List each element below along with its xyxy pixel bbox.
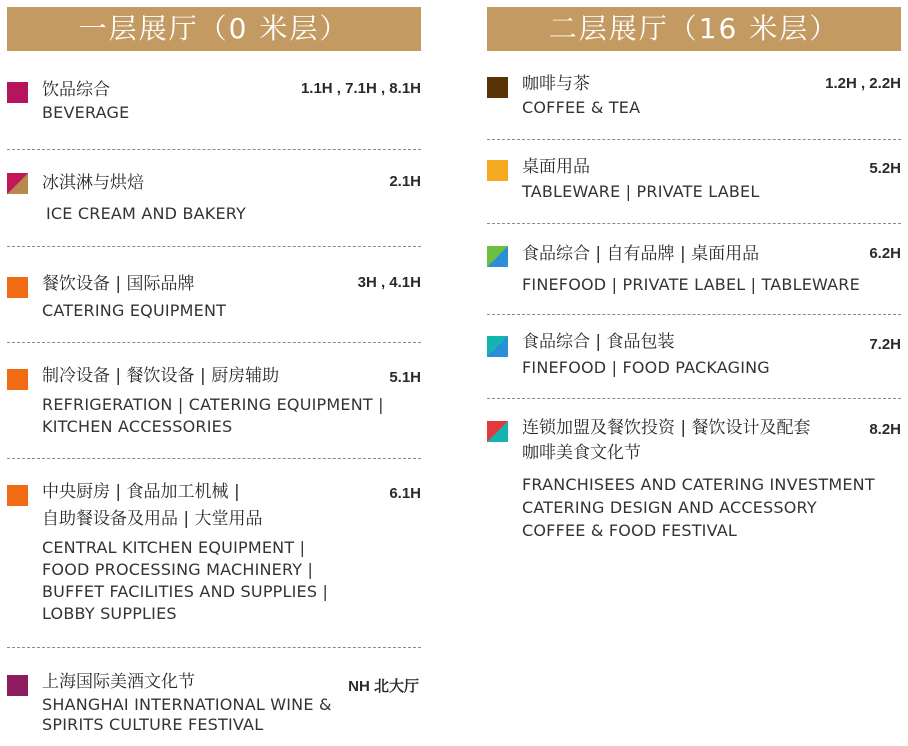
floor1-header: 一层展厅（0 米层） (7, 7, 421, 51)
category-cn: 食品综合 | 自有品牌 | 桌面用品 (522, 244, 760, 264)
category-en-line1: REFRIGERATION | CATERING EQUIPMENT | (42, 395, 384, 414)
hall-number: 3H , 4.1H (357, 274, 421, 291)
category-en: CATERING EQUIPMENT (42, 301, 227, 320)
category-en-line2: KITCHEN ACCESSORIES (42, 417, 233, 436)
category-cn-line1: 连锁加盟及餐饮投资 | 餐饮设计及配套 (522, 418, 811, 438)
category-cn: 桌面用品 (522, 157, 590, 177)
category-en-line2: CATERING DESIGN AND ACCESSORY (522, 498, 817, 517)
color-swatch (7, 675, 28, 696)
category-cn: 餐饮设备 | 国际品牌 (42, 274, 195, 294)
color-swatch (7, 82, 28, 103)
divider (7, 342, 421, 343)
hall-number: 6.2H (869, 245, 901, 262)
category-en: COFFEE & TEA (522, 98, 641, 117)
divider (7, 246, 421, 247)
divider (487, 398, 901, 399)
color-swatch (487, 160, 508, 181)
category-cn: 上海国际美酒文化节 (42, 672, 195, 692)
divider (487, 223, 901, 224)
color-swatch (487, 336, 508, 357)
color-swatch (7, 173, 28, 194)
color-swatch (487, 421, 508, 442)
hall-number: NH 北大厅 (348, 678, 419, 695)
category-cn: 咖啡与茶 (522, 74, 590, 94)
category-cn: 制冷设备 | 餐饮设备 | 厨房辅助 (42, 366, 280, 386)
category-en: ICE CREAM AND BAKERY (46, 204, 247, 223)
color-swatch (7, 369, 28, 390)
category-en-line3: COFFEE & FOOD FESTIVAL (522, 521, 737, 540)
category-en-line1: SHANGHAI INTERNATIONAL WINE & (42, 695, 332, 714)
color-swatch (487, 246, 508, 267)
color-swatch (487, 77, 508, 98)
category-en: TABLEWARE | PRIVATE LABEL (522, 182, 760, 201)
category-cn: 冰淇淋与烘焙 (42, 173, 144, 193)
category-en-line2: FOOD PROCESSING MACHINERY | (42, 560, 314, 579)
category-en-line1: FRANCHISEES AND CATERING INVESTMENT (522, 475, 875, 494)
category-en-line2: SPIRITS CULTURE FESTIVAL (42, 715, 264, 734)
hall-number: 1.2H , 2.2H (825, 75, 901, 92)
category-cn: 饮品综合 (42, 80, 110, 100)
divider (7, 458, 421, 459)
hall-number: 5.2H (869, 160, 901, 177)
category-cn-line1: 中央厨房 | 食品加工机械 | (42, 482, 240, 502)
category-en-line3: BUFFET FACILITIES AND SUPPLIES | (42, 582, 329, 601)
divider (7, 647, 421, 648)
category-en-line1: CENTRAL KITCHEN EQUIPMENT | (42, 538, 306, 557)
color-swatch (7, 277, 28, 298)
divider (487, 139, 901, 140)
category-en: FINEFOOD | FOOD PACKAGING (522, 358, 770, 377)
hall-number: 8.2H (869, 421, 901, 438)
category-en-line4: LOBBY SUPPLIES (42, 604, 177, 623)
category-en: BEVERAGE (42, 103, 130, 122)
hall-number: 1.1H , 7.1H , 8.1H (300, 80, 421, 97)
divider (487, 314, 901, 315)
floor2-header: 二层展厅（16 米层） (487, 7, 901, 51)
category-cn-line2: 咖啡美食文化节 (522, 443, 641, 463)
hall-number: 7.2H (869, 336, 901, 353)
divider (7, 149, 421, 150)
category-cn-line2: 自助餐设备及用品 | 大堂用品 (42, 509, 263, 529)
color-swatch (7, 485, 28, 506)
hall-number: 6.1H (389, 485, 421, 502)
hall-number: 5.1H (389, 369, 421, 386)
category-cn: 食品综合 | 食品包装 (522, 332, 675, 352)
hall-number: 2.1H (389, 173, 421, 190)
category-en: FINEFOOD | PRIVATE LABEL | TABLEWARE (522, 275, 860, 294)
